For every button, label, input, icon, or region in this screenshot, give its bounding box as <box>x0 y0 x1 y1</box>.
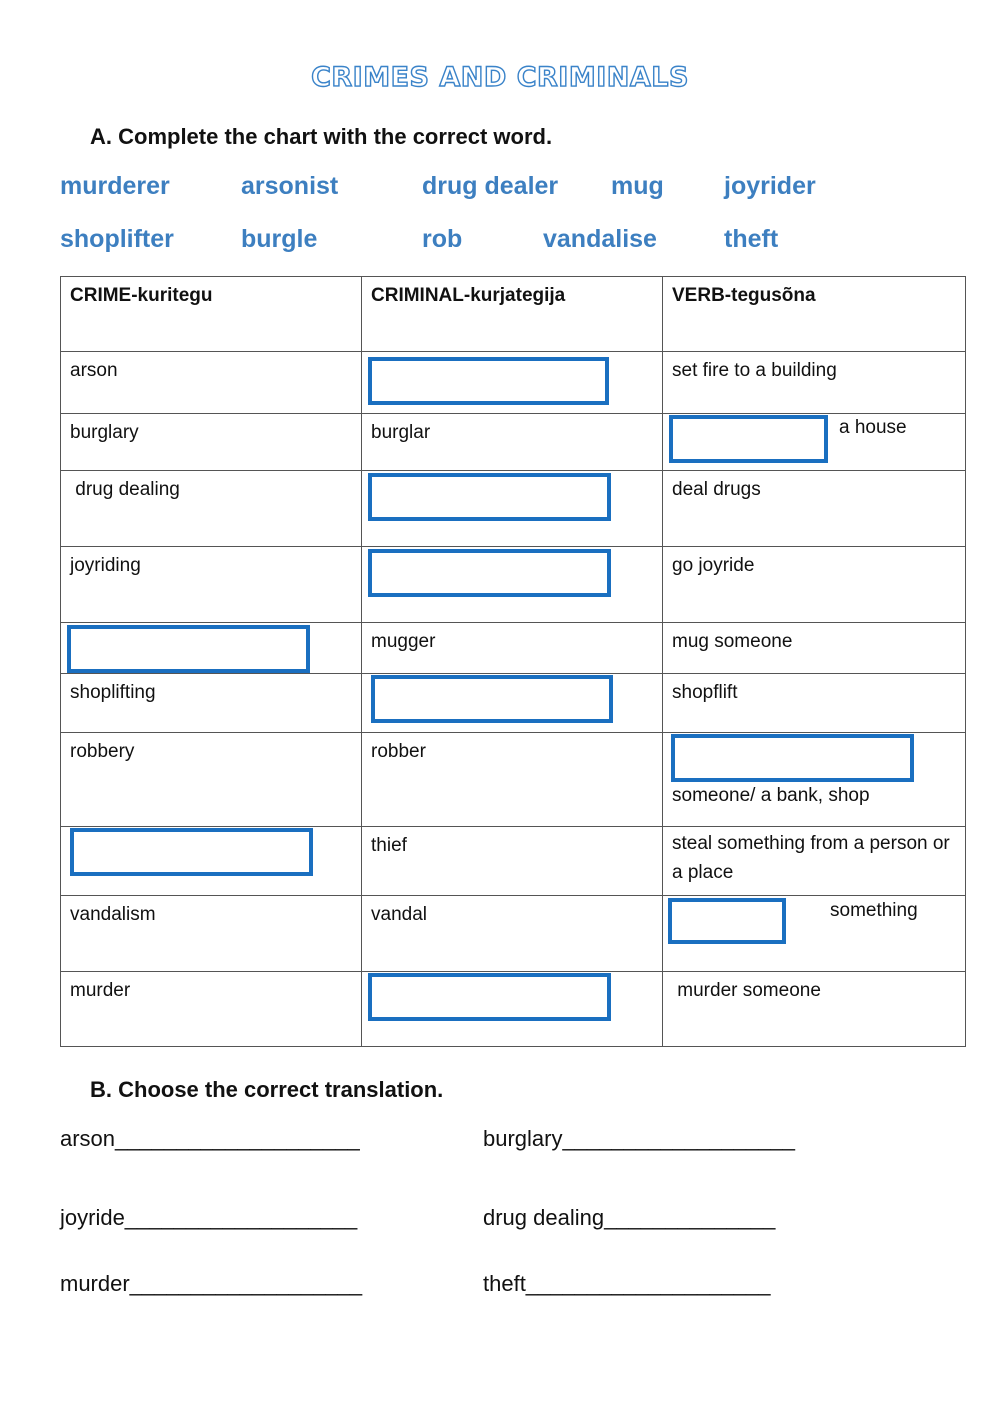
table-row <box>61 827 966 896</box>
crime-cell <box>61 623 362 674</box>
section-b-heading: B. Choose the correct translation. <box>90 1077 444 1102</box>
crime-cell: shoplifting <box>61 674 362 733</box>
header-criminal: CRIMINAL-kurjategija <box>362 277 663 352</box>
criminal-cell <box>362 547 663 623</box>
crime-chart <box>60 276 966 1047</box>
verb-cell: set fire to a building <box>663 352 966 414</box>
table-row <box>61 471 966 547</box>
verb-suffix-text: a house <box>839 417 907 438</box>
crime-cell: robbery <box>61 733 362 827</box>
answer-drop-box[interactable] <box>368 473 611 521</box>
table-header-row <box>61 277 966 352</box>
verb-cell: deal drugs <box>663 471 966 547</box>
section-a-heading: A. Complete the chart with the correct word. <box>90 124 553 149</box>
word-bank-item[interactable]: drug dealer <box>422 172 559 200</box>
answer-drop-box[interactable] <box>671 734 914 782</box>
crime-cell: vandalism <box>61 896 362 972</box>
verb-suffix-text: someone/ a bank, shop <box>672 785 870 806</box>
answer-drop-box[interactable] <box>70 828 313 876</box>
translation-item[interactable]: burglary___________________ <box>483 1126 795 1151</box>
translation-item[interactable]: murder___________________ <box>60 1271 363 1296</box>
criminal-cell: burglar <box>362 414 663 471</box>
criminal-cell <box>362 471 663 547</box>
answer-drop-box[interactable] <box>668 898 786 944</box>
translation-item[interactable]: joyride___________________ <box>60 1205 358 1230</box>
crime-cell: joyriding <box>61 547 362 623</box>
word-bank-item[interactable]: shoplifter <box>60 225 174 253</box>
table-row <box>61 896 966 972</box>
table-row <box>61 733 966 827</box>
word-bank-item[interactable]: burgle <box>241 225 318 253</box>
table-row <box>61 623 966 674</box>
criminal-cell: mugger <box>362 623 663 674</box>
translation-item[interactable]: arson____________________ <box>60 1126 360 1151</box>
answer-drop-box[interactable] <box>669 415 828 463</box>
verb-cell: mug someone <box>663 623 966 674</box>
verb-cell <box>663 896 966 972</box>
answer-drop-box[interactable] <box>368 973 611 1021</box>
answer-drop-box[interactable] <box>368 357 609 405</box>
answer-drop-box[interactable] <box>67 625 310 673</box>
verb-cell <box>663 414 966 471</box>
crime-cell: murder <box>61 972 362 1047</box>
crime-cell: drug dealing <box>61 471 362 547</box>
table-row <box>61 414 966 471</box>
verb-cell: steal something from a person or a place <box>663 827 966 896</box>
criminal-cell <box>362 972 663 1047</box>
header-verb: VERB-tegusõna <box>663 277 966 352</box>
verb-cell: murder someone <box>663 972 966 1047</box>
word-bank-item[interactable]: arsonist <box>241 172 339 200</box>
verb-cell <box>663 733 966 827</box>
criminal-cell: robber <box>362 733 663 827</box>
word-bank-item[interactable]: joyrider <box>724 172 816 200</box>
crime-cell: burglary <box>61 414 362 471</box>
word-bank-item[interactable]: mug <box>611 172 664 200</box>
translation-item[interactable]: theft____________________ <box>483 1271 771 1296</box>
answer-drop-box[interactable] <box>368 549 611 597</box>
table-row <box>61 352 966 414</box>
criminal-cell <box>362 352 663 414</box>
word-bank-item[interactable]: murderer <box>60 172 170 200</box>
page-title: CRIMES AND CRIMINALS <box>311 62 689 93</box>
criminal-cell: thief <box>362 827 663 896</box>
table-row <box>61 547 966 623</box>
verb-suffix-text: something <box>830 900 918 921</box>
verb-cell: go joyride <box>663 547 966 623</box>
header-crime: CRIME-kuritegu <box>61 277 362 352</box>
criminal-cell <box>362 674 663 733</box>
word-bank-item[interactable]: rob <box>422 225 463 253</box>
verb-cell: shopflift <box>663 674 966 733</box>
crime-cell: arson <box>61 352 362 414</box>
word-bank-item[interactable]: theft <box>724 225 779 253</box>
table-row <box>61 972 966 1047</box>
table-row <box>61 674 966 733</box>
answer-drop-box[interactable] <box>371 675 613 723</box>
translation-item[interactable]: drug dealing______________ <box>483 1205 776 1230</box>
crime-cell <box>61 827 362 896</box>
criminal-cell: vandal <box>362 896 663 972</box>
word-bank-item[interactable]: vandalise <box>543 225 657 253</box>
